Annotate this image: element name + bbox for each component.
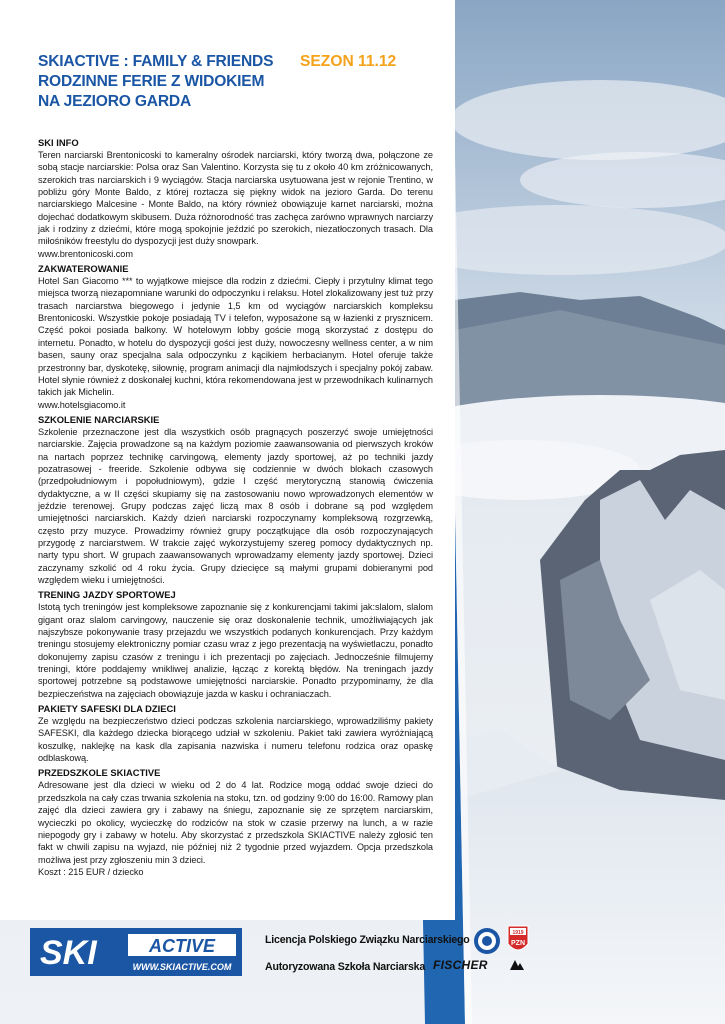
licence-text: Licencja Polskiego Związku Narciarskiego [265, 934, 470, 946]
section-kindergarten [38, 767, 433, 878]
section-text: Istotą tych treningów jest kompleksowe zapoznanie się z konkurencjami takimi jak:slalom, slalom gigant oraz slalom carvingowy, nauczenie się oraz doskonalenie technik, umożliwiających jak najszybsze pokonywanie trasy przejazdu we wszystkich podanych konkurencjach. Przy każdym treningu stosujemy elektroniczny pomiar czasu wraz z jego prezentacją na wyświetlaczu, ponadto dokonujemy zapisu czasów z treningu i ich prezentacji po zajęciach. Jednocześnie filmujemy treningi, które poddajemy wnikliwej analizie, łącząc z korektą błędów. Na treningach jazdy sportowej potrzebne są podstawowe umiejętności narciarskie. Ponadto przypominamy, że dla bezpieczeństwa na zajęciach obowiązuje jazda w kasku i ochraniaczach. [38, 602, 433, 699]
badge-year-text: 1919 [512, 930, 524, 936]
pzn-badge-icon [506, 924, 530, 956]
section-text: Szkolenie przeznaczone jest dla wszystkich osób pragnących poszerzyć swoje umiejętności narciarskie. Zajęcia prowadzone są na każdym poziomie zaawansowania od pierwszych kroków na nartach poprzez technikę carvingową, elementy jazdy sportowej, aż po techniki jazdy pozatrasowej - freeride. Szkolenie odbywa się codziennie w dwóch blokach czasowych (przedpołudniowym i popołudniowym), gdzie I część merytoryczną stanowią ćwiczenia dydaktyczne, a w II części skupiamy się na zastosowaniu nowo wprowadzonych elementów w jeździe terenowej. Grupy podczas zajęć liczą max 8 osób i dobrane są pod względem umiejętności narciarskich. Każdy dzień narciarski rozpoczynamy kompleksową rozgrzewką, często przy muzyce. Prowadzimy również grupy początkujące dla osób rozpoczynających przygodę z narciarstwem. W trakcie zajęć wykorzystujemy szereg pomocy dydaktycznych np. narty typu short. W grupach zaawansowanych wprowadzamy elementy jazdy sportowej. Dzieci zaczynamy szkolić od 4 roku życia. Grupy dziecięce są małymi grupami dobieranymi pod względem wieku i umiejętności. [38, 426, 433, 585]
section-heading: ZAKWATEROWANIE [38, 263, 129, 275]
skiactive-logo [30, 928, 242, 976]
logo-active-text: ACTIVE [148, 936, 216, 956]
fischer-triangle-icon [510, 960, 524, 970]
section-ski-training [38, 414, 433, 586]
pzn-seal-icon [473, 927, 501, 955]
season-label: SEZON 11.12 [300, 53, 397, 70]
section-heading: SZKOLENIE NARCIARSKIE [38, 413, 160, 425]
badge-letters-text: PZN [511, 940, 525, 947]
title-line-1: SKIACTIVE : FAMILY & FRIENDS [38, 53, 274, 70]
fischer-logo-text: FISCHER [433, 958, 488, 972]
section-heading: PRZEDSZKOLE SKIACTIVE [38, 767, 161, 779]
website-link[interactable]: www.brentonicoski.com [38, 248, 133, 259]
section-text: Hotel San Giacomo *** to wyjątkowe miejsce dla rodzin z dziećmi. Ciepły i przytulny klimat tego miejsca tworzą niezapomniane warunki do odpoczynku i relaksu. Hotel zlokalizowany jest tuż przy trasach narciarstwa biegowego i jedynie 1,5 km od wyciągów narciarskich kompleksu Brentonicoski. Wszystkie pokoje posiadają TV i telefon, wyposażone są w łazienki z prysznicem. Część pokoi posiada balkony. W hotelowym lobby goście mogą skorzystać z dostępu do internetu. Ponadto, w hotelu do dyspozycji gości jest duży, nowoczesny wellness center, a w nim basen, sauny oraz specjalna sala odpoczynku z kącikiem herbacianym. Hotel oferuje także przestronny bar, dyskotekę, siłownię, program animacji dla najmłodszych i specjalny pokój zabaw. Hotel słynie również z doskonałej kuchni, która rekomendowana jest w przewodnikach kulinarnych takich jak Michelin. [38, 276, 433, 398]
logo-url-text: WWW.SKIACTIVE.COM [132, 962, 232, 972]
section-ski-info [38, 137, 433, 260]
section-text: Adresowane jest dla dzieci w wieku od 2 do 4 lat. Rodzice mogą oddać swoje dzieci do przedszkola na cały czas trwania szkolenia na stoku, tzn. od godziny 9:00 do 16:00. Ramowy plan zajęć dla dzieci zawiera gry i zabawy na śniegu, zapoznanie się ze sprzętem narciarskim, wycieczki po okolicy, wycieczkę do rodziców na stok w czasie przerwy na lunch, a w razie niepogody gry i zabawy w hotelu. Aby skorzystać z przedszkola SKIACTIVE należy zgłosić ten fakt w chwili zapisu na wyjazd, nie później niż 2 tygodnie przed wyjazdem. Opcja przedszkola możliwa jest przy zgłoszeniu min 3 dzieci. [38, 780, 433, 865]
title-line-2: RODZINNE FERIE Z WIDOKIEM [38, 73, 265, 90]
section-accommodation [38, 263, 433, 411]
section-text: Ze względu na bezpieczeństwo dzieci podczas szkolenia narciarskiego, wprowadziliśmy pakiety SAFESKI, dla każdego dziecka biorącego udział w szkoleniu. Pakiet taki zawiera wyróżniającą koszulkę, naklejkę na kask dla zapisania nazwiska i numeru telefonu rodzica oraz opaskę odblaskową. [38, 716, 433, 764]
footer [0, 920, 725, 1024]
section-heading: PAKIETY SAFESKI DLA DZIECI [38, 703, 176, 715]
section-heading: TRENING JAZDY SPORTOWEJ [38, 589, 176, 601]
header [38, 52, 418, 112]
section-heading: SKI INFO [38, 137, 79, 148]
section-safeski [38, 703, 433, 764]
title-line-3: NA JEZIORO GARDA [38, 93, 192, 110]
cost-line: Koszt : 215 EUR / dziecko [38, 866, 144, 877]
website-link[interactable]: www.hotelsgiacomo.it [38, 399, 126, 410]
section-text: Teren narciarski Brentonicoski to kameralny ośrodek narciarski, który tworzą dwa, połączone ze sobą stacje narciarskie: Polsa oraz San Valentino. Korzysta się tu z około 40 km zróżnicowanych, szerokich tras narciarskich i 9 wyciągów. Stacja narciarska usytuowana jest w rejonie Trentino, w pobliżu góry Monte Baldo, z której roztacza się piękny widok na jezioro Garda. Do terenu narciarskiego Malcesine - Monte Baldo, na który również obowiązuje karnet narciarski, można dojechać dodatkowym skibusem. Duża różnorodność tras zachęca zarówno wprawnych narciarzy jak i rodziny z dziećmi, które mogą spokojnie jeździć po szerokich, niezatłoczonych trasach. Dla miłośników freestylu do dyspozycji jest duży snowpark. [38, 150, 433, 247]
authorised-school-text: Autoryzowana Szkoła Narciarska [265, 961, 426, 973]
section-race-training [38, 589, 433, 700]
logo-ski-text: SKI [40, 934, 97, 972]
